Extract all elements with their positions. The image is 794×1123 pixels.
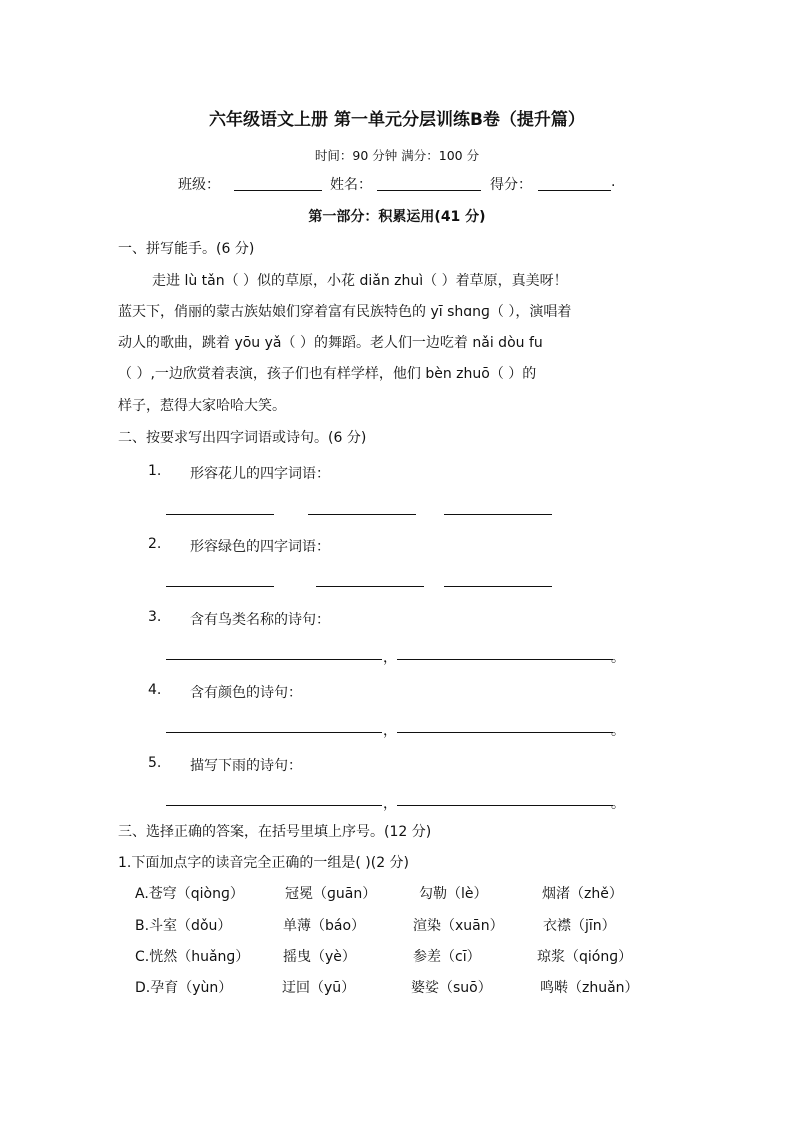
name-blank[interactable] [377, 176, 481, 191]
period-mark: 。 [611, 796, 625, 812]
section-one-heading: 一、拼写能手。(6 分) [118, 241, 255, 257]
option-d-word: 婆娑（suō） [411, 980, 492, 996]
item-number: 2. [148, 536, 162, 552]
item-prompt: 形容花儿的四字词语： [190, 466, 330, 482]
item-number: 1. [148, 463, 162, 479]
answer-line[interactable] [397, 659, 613, 660]
item-prompt: 描写下雨的诗句： [190, 758, 302, 774]
item-number: 3. [148, 609, 162, 625]
item-prompt: 形容绿色的四字词语： [190, 539, 330, 555]
answer-line[interactable] [308, 514, 416, 515]
item-prompt: 含有颜色的诗句： [190, 685, 302, 701]
option-a-word: 烟渚（zhě） [542, 886, 623, 902]
score-label: 得分： [490, 177, 532, 193]
comma-mark: ， [383, 796, 397, 812]
option-d-word: D.孕育（yùn） [135, 980, 233, 996]
option-c-word: C.恍然（huǎnɡ） [135, 949, 250, 965]
section-one-line: 走进 lù tǎn（ ）似的草原，小花 diǎn zhuì（ ）着草原，真美呀！ [152, 273, 568, 289]
comma-mark: ， [383, 723, 397, 739]
answer-line[interactable] [397, 732, 613, 733]
answer-line[interactable] [166, 586, 274, 587]
option-d-word: 迂回（yū） [282, 980, 356, 996]
option-a-word: A.苍穹（qiònɡ） [135, 886, 244, 902]
option-a-word: 冠冕（ɡuān） [285, 886, 377, 902]
info-end-mark: . [611, 174, 616, 190]
option-b-word: 渲染（xuān） [413, 918, 504, 934]
section-one-line: 样子，惹得大家哈哈大笑。 [118, 398, 286, 414]
option-c-word: 摇曳（yè） [283, 949, 356, 965]
exam-time-score: 时间：90 分钟 满分：100 分 [314, 148, 480, 163]
option-a-word: 勾勒（lè） [419, 886, 488, 902]
item-number: 5. [148, 755, 162, 771]
answer-line[interactable] [166, 732, 382, 733]
section-one-line: 动人的歌曲，跳着 yōu yǎ（ ）的舞蹈。老人们一边吃着 nǎi dòu fu [118, 335, 543, 351]
answer-line[interactable] [166, 805, 382, 806]
option-b-word: 单薄（báo） [283, 918, 366, 934]
option-c-word: 琼浆（qiónɡ） [537, 949, 633, 965]
item-prompt: 含有鸟类名称的诗句： [190, 612, 330, 628]
answer-line[interactable] [166, 659, 382, 660]
section-one-line: 蓝天下，俏丽的蒙古族姑娘们穿着富有民族特色的 yī shɑnɡ（ ），演唱着 [118, 304, 572, 320]
answer-line[interactable] [444, 586, 552, 587]
option-d-word: 鸣啭（zhuǎn） [540, 980, 639, 996]
section-two-heading: 二、按要求写出四字词语或诗句。(6 分) [118, 430, 367, 446]
name-label: 姓名： [330, 177, 372, 193]
answer-line[interactable] [397, 805, 613, 806]
period-mark: 。 [611, 723, 625, 739]
question-one: 1.下面加点字的读音完全正确的一组是( )(2 分) [118, 855, 410, 871]
page-title: 六年级语文上册 第一单元分层训练B卷（提升篇） [209, 110, 585, 130]
section-three-heading: 三、选择正确的答案，在括号里填上序号。(12 分) [118, 824, 432, 840]
item-number: 4. [148, 682, 162, 698]
answer-line[interactable] [316, 586, 424, 587]
part-one-title: 第一部分：积累运用(41 分) [308, 209, 486, 225]
option-b-word: 衣襟（jīn） [543, 918, 616, 934]
class-blank[interactable] [234, 176, 322, 191]
score-blank[interactable] [538, 176, 611, 191]
section-one-line: （ ）,一边欣赏着表演，孩子们也有样学样，他们 bèn zhuō（ ）的 [118, 366, 537, 382]
class-label: 班级： [178, 177, 220, 193]
answer-line[interactable] [444, 514, 552, 515]
option-c-word: 参差（cī） [413, 949, 481, 965]
period-mark: 。 [611, 650, 625, 666]
answer-line[interactable] [166, 514, 274, 515]
option-b-word: B.斗室（dǒu） [135, 918, 232, 934]
comma-mark: ， [383, 650, 397, 666]
